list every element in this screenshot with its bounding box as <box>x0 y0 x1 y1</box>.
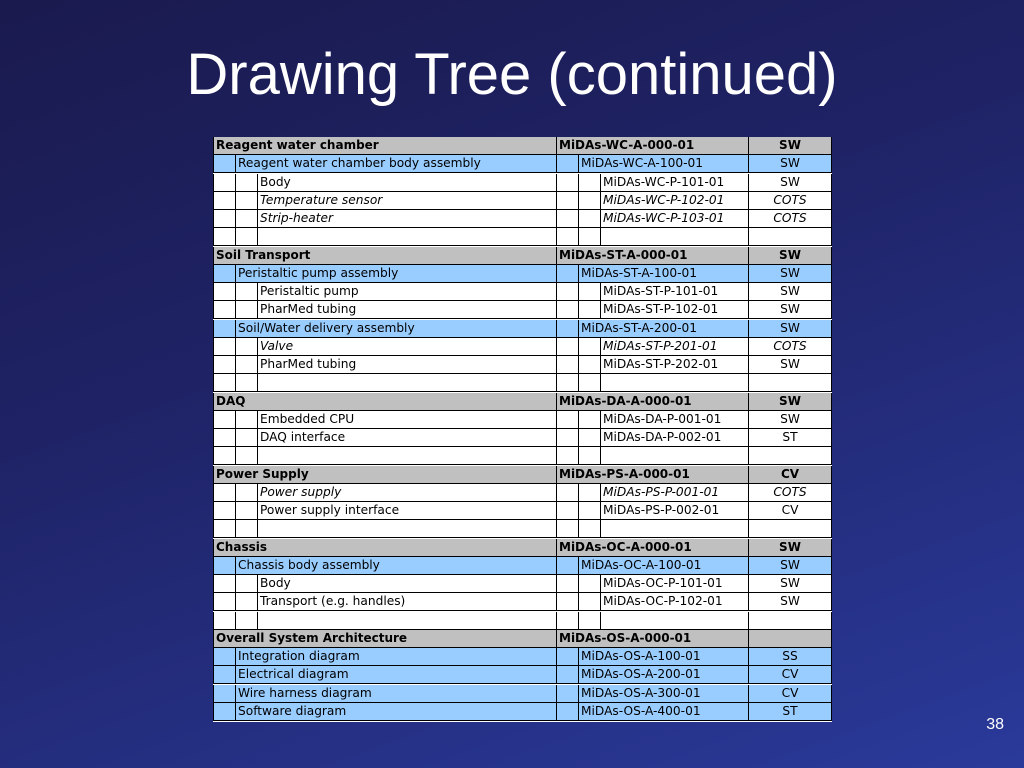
indent-cell <box>578 301 600 318</box>
indent-cell <box>556 484 578 501</box>
indent-cell <box>578 338 600 355</box>
drawing-number: MiDAs-OC-P-101-01 <box>600 575 748 592</box>
drawing-number: MiDAs-WC-A-100-01 <box>578 155 748 172</box>
blank-row <box>213 520 832 538</box>
part-row <box>213 301 832 319</box>
indent-cell <box>235 283 257 300</box>
indent-cell <box>556 502 578 519</box>
indent-cell <box>235 520 257 537</box>
category-row <box>213 137 832 155</box>
drawing-number: MiDAs-OS-A-400-01 <box>578 703 748 720</box>
indent-cell <box>556 575 578 592</box>
item-name: Integration diagram <box>235 648 556 665</box>
indent-cell <box>556 374 578 391</box>
indent-cell <box>556 703 578 720</box>
indent-cell <box>556 429 578 446</box>
indent-cell <box>578 174 600 191</box>
category-row <box>213 539 832 557</box>
indent-cell <box>578 429 600 446</box>
drawing-number: MiDAs-ST-A-000-01 <box>556 247 748 264</box>
indent-cell <box>556 612 578 629</box>
indent-cell <box>556 174 578 191</box>
indent-cell <box>213 520 235 537</box>
item-name: Peristaltic pump <box>257 283 556 300</box>
status-cell <box>748 228 832 245</box>
item-name: Power supply interface <box>257 502 556 519</box>
indent-cell <box>556 685 578 702</box>
part-row <box>213 356 832 374</box>
part-row <box>213 502 832 520</box>
indent-cell <box>213 228 235 245</box>
indent-cell <box>213 338 235 355</box>
item-name: Electrical diagram <box>235 666 556 683</box>
indent-cell <box>213 557 235 574</box>
drawing-number: MiDAs-OS-A-200-01 <box>578 666 748 683</box>
part-row <box>213 283 832 301</box>
drawing-number: MiDAs-OC-A-100-01 <box>578 557 748 574</box>
indent-cell <box>213 703 235 720</box>
status-cell <box>748 520 832 537</box>
drawing-number: MiDAs-ST-A-100-01 <box>578 265 748 282</box>
status-cell: CV <box>748 466 832 483</box>
indent-cell <box>213 429 235 446</box>
indent-cell <box>578 593 600 610</box>
item-name <box>257 447 556 464</box>
part-row <box>213 484 832 502</box>
status-cell: SW <box>748 320 832 337</box>
part-row <box>213 192 832 210</box>
status-cell: SW <box>748 411 832 428</box>
indent-cell <box>235 338 257 355</box>
item-name: Overall System Architecture <box>213 630 556 647</box>
status-cell <box>748 612 832 629</box>
indent-cell <box>556 265 578 282</box>
assembly-row <box>213 557 832 575</box>
part-row <box>213 411 832 429</box>
indent-cell <box>213 575 235 592</box>
indent-cell <box>578 612 600 629</box>
assembly-row <box>213 155 832 173</box>
status-cell: SW <box>748 155 832 172</box>
indent-cell <box>213 447 235 464</box>
assembly-row <box>213 320 832 338</box>
item-name: Reagent water chamber body assembly <box>235 155 556 172</box>
category-row <box>213 393 832 411</box>
indent-cell <box>556 155 578 172</box>
drawing-number: MiDAs-DA-P-002-01 <box>600 429 748 446</box>
indent-cell <box>213 265 235 282</box>
drawing-number <box>600 447 748 464</box>
status-cell: SW <box>748 557 832 574</box>
indent-cell <box>213 210 235 227</box>
status-cell: COTS <box>748 192 832 209</box>
blank-row <box>213 374 832 392</box>
status-cell: SW <box>748 593 832 610</box>
drawing-number: MiDAs-ST-P-102-01 <box>600 301 748 318</box>
part-row <box>213 593 832 611</box>
indent-cell <box>556 520 578 537</box>
indent-cell <box>578 575 600 592</box>
assembly-row <box>213 265 832 283</box>
indent-cell <box>556 447 578 464</box>
indent-cell <box>213 301 235 318</box>
indent-cell <box>578 484 600 501</box>
drawing-number: MiDAs-PS-P-001-01 <box>600 484 748 501</box>
status-cell: SW <box>748 283 832 300</box>
indent-cell <box>213 484 235 501</box>
item-name: Temperature sensor <box>257 192 556 209</box>
category-row <box>213 466 832 484</box>
item-name: Power supply <box>257 484 556 501</box>
drawing-number: MiDAs-DA-A-000-01 <box>556 393 748 410</box>
status-cell: SW <box>748 575 832 592</box>
indent-cell <box>578 210 600 227</box>
part-row <box>213 338 832 356</box>
item-name: Soil Transport <box>213 247 556 264</box>
drawing-number <box>600 374 748 391</box>
drawing-number: MiDAs-PS-P-002-01 <box>600 502 748 519</box>
item-name: Chassis body assembly <box>235 557 556 574</box>
indent-cell <box>556 283 578 300</box>
drawing-number: MiDAs-DA-P-001-01 <box>600 411 748 428</box>
indent-cell <box>235 356 257 373</box>
indent-cell <box>578 502 600 519</box>
indent-cell <box>556 648 578 665</box>
drawing-number: MiDAs-PS-A-000-01 <box>556 466 748 483</box>
drawing-number: MiDAs-ST-P-202-01 <box>600 356 748 373</box>
item-name: Peristaltic pump assembly <box>235 265 556 282</box>
status-cell: CV <box>748 502 832 519</box>
status-cell: SW <box>748 137 832 154</box>
status-cell: COTS <box>748 338 832 355</box>
indent-cell <box>213 155 235 172</box>
indent-cell <box>235 192 257 209</box>
indent-cell <box>213 612 235 629</box>
indent-cell <box>556 320 578 337</box>
status-cell: SW <box>748 356 832 373</box>
indent-cell <box>556 557 578 574</box>
indent-cell <box>556 301 578 318</box>
item-name: Body <box>257 575 556 592</box>
indent-cell <box>235 411 257 428</box>
blank-row <box>213 447 832 465</box>
indent-cell <box>556 210 578 227</box>
part-row <box>213 174 832 192</box>
indent-cell <box>578 192 600 209</box>
item-name: PharMed tubing <box>257 356 556 373</box>
indent-cell <box>235 174 257 191</box>
status-cell: SW <box>748 174 832 191</box>
assembly-row <box>213 666 832 684</box>
drawing-number: MiDAs-ST-P-101-01 <box>600 283 748 300</box>
indent-cell <box>235 210 257 227</box>
page-number: 38 <box>986 716 1004 733</box>
drawing-number <box>600 612 748 629</box>
drawing-number: MiDAs-WC-A-000-01 <box>556 137 748 154</box>
indent-cell <box>213 192 235 209</box>
indent-cell <box>213 374 235 391</box>
indent-cell <box>578 447 600 464</box>
indent-cell <box>213 666 235 683</box>
drawing-number: MiDAs-WC-P-102-01 <box>600 192 748 209</box>
item-name: Soil/Water delivery assembly <box>235 320 556 337</box>
indent-cell <box>235 374 257 391</box>
indent-cell <box>213 648 235 665</box>
slide-title: Drawing Tree (continued) <box>186 42 838 107</box>
status-cell: CV <box>748 666 832 683</box>
indent-cell <box>235 612 257 629</box>
status-cell: ST <box>748 429 832 446</box>
item-name: Power Supply <box>213 466 556 483</box>
item-name: Transport (e.g. handles) <box>257 593 556 610</box>
indent-cell <box>556 338 578 355</box>
status-cell <box>748 374 832 391</box>
indent-cell <box>235 502 257 519</box>
item-name: Reagent water chamber <box>213 137 556 154</box>
indent-cell <box>235 228 257 245</box>
indent-cell <box>556 356 578 373</box>
status-cell <box>748 447 832 464</box>
indent-cell <box>556 411 578 428</box>
indent-cell <box>556 192 578 209</box>
indent-cell <box>578 283 600 300</box>
blank-row <box>213 228 832 246</box>
indent-cell <box>235 447 257 464</box>
item-name: Chassis <box>213 539 556 556</box>
indent-cell <box>578 374 600 391</box>
indent-cell <box>213 502 235 519</box>
drawing-number: MiDAs-OS-A-000-01 <box>556 630 748 647</box>
item-name: Strip-heater <box>257 210 556 227</box>
drawing-number: MiDAs-OS-A-100-01 <box>578 648 748 665</box>
drawing-number: MiDAs-ST-P-201-01 <box>600 338 748 355</box>
indent-cell <box>235 593 257 610</box>
drawing-tree-table <box>213 137 832 722</box>
indent-cell <box>556 593 578 610</box>
status-cell: CV <box>748 685 832 702</box>
status-cell: COTS <box>748 484 832 501</box>
status-cell: SW <box>748 393 832 410</box>
indent-cell <box>213 283 235 300</box>
assembly-row <box>213 685 832 703</box>
drawing-number: MiDAs-OC-P-102-01 <box>600 593 748 610</box>
blank-row <box>213 612 832 630</box>
indent-cell <box>235 429 257 446</box>
indent-cell <box>578 228 600 245</box>
status-cell: COTS <box>748 210 832 227</box>
indent-cell <box>213 593 235 610</box>
indent-cell <box>213 356 235 373</box>
category-row <box>213 247 832 265</box>
indent-cell <box>578 411 600 428</box>
drawing-number: MiDAs-OS-A-300-01 <box>578 685 748 702</box>
indent-cell <box>578 356 600 373</box>
item-name: DAQ interface <box>257 429 556 446</box>
indent-cell <box>556 228 578 245</box>
item-name: Embedded CPU <box>257 411 556 428</box>
item-name <box>257 228 556 245</box>
item-name: Wire harness diagram <box>235 685 556 702</box>
drawing-number: MiDAs-ST-A-200-01 <box>578 320 748 337</box>
item-name: Valve <box>257 338 556 355</box>
item-name <box>257 374 556 391</box>
item-name <box>257 612 556 629</box>
status-cell: SW <box>748 265 832 282</box>
item-name: Software diagram <box>235 703 556 720</box>
status-cell <box>748 630 832 647</box>
drawing-number <box>600 228 748 245</box>
indent-cell <box>556 666 578 683</box>
item-name: DAQ <box>213 393 556 410</box>
part-row <box>213 575 832 593</box>
status-cell: ST <box>748 703 832 720</box>
assembly-row <box>213 648 832 666</box>
status-cell: SW <box>748 301 832 318</box>
part-row <box>213 429 832 447</box>
drawing-number: MiDAs-OC-A-000-01 <box>556 539 748 556</box>
status-cell: SW <box>748 539 832 556</box>
indent-cell <box>213 411 235 428</box>
item-name: PharMed tubing <box>257 301 556 318</box>
indent-cell <box>235 575 257 592</box>
status-cell: SS <box>748 648 832 665</box>
drawing-number <box>600 520 748 537</box>
indent-cell <box>213 174 235 191</box>
status-cell: SW <box>748 247 832 264</box>
part-row <box>213 210 832 228</box>
item-name: Body <box>257 174 556 191</box>
drawing-number: MiDAs-WC-P-101-01 <box>600 174 748 191</box>
indent-cell <box>578 520 600 537</box>
indent-cell <box>213 685 235 702</box>
item-name <box>257 520 556 537</box>
indent-cell <box>235 484 257 501</box>
drawing-number: MiDAs-WC-P-103-01 <box>600 210 748 227</box>
assembly-row <box>213 703 832 721</box>
indent-cell <box>213 320 235 337</box>
category-row <box>213 630 832 648</box>
indent-cell <box>235 301 257 318</box>
